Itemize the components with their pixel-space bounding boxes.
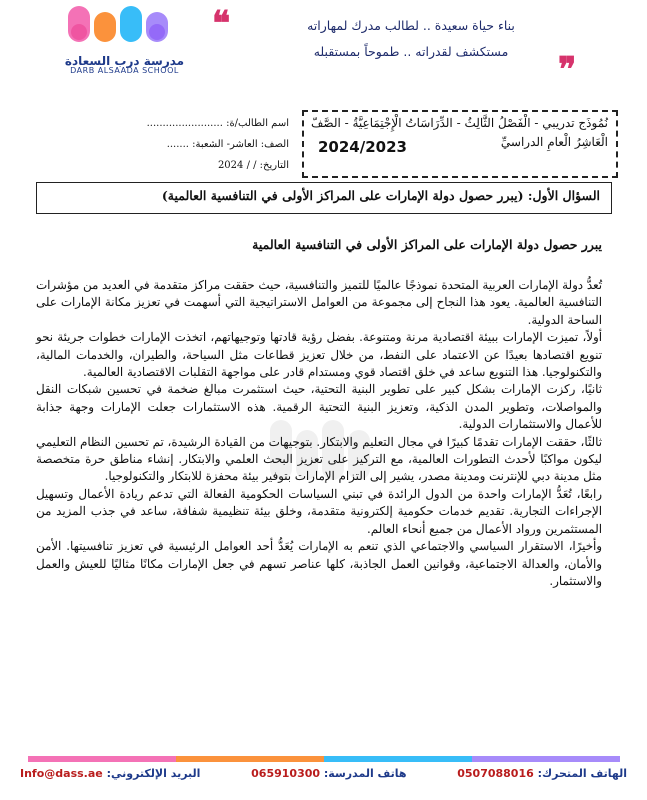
- academic-year: 2024/2023: [318, 138, 407, 156]
- email-label: البريد الإلكتروني:: [106, 767, 201, 780]
- quote-open-icon: ❝: [212, 4, 231, 44]
- model-title: نُمُوذَج تدريبي - الْفَصْلُ الثَّالِثُ - الدِّرَاسَاتُ الْإِجْتِمَاعِيَّةُ - الصَّفّ الْعَاشِرُ الْعامِ الدراسيِّ: [311, 116, 608, 149]
- essay-paragraph: وأخيرًا، الاستقرار السياسي والاجتماعي الذي تنعم به الإمارات يُعَدُّ أحد العوامل الرئيسية في تعزيز تنافسيتها. الأمن والأمان، والعدالة الاجتماعية، وقوانين العمل الجاذبة، كلها عناصر تسهم في جعل الإمارات مكانًا مثاليًا للعيش والعمل والاستثمار.: [36, 539, 602, 588]
- essay-paragraph: رابعًا، تُعَدُّ الإمارات واحدة من الدول الرائدة في تبني السياسات الحكومية الفعالة التي تدعم ريادة الأعمال وتسهيل الإجراءات التجارية. تقديم خدمات حكومية إلكترونية متقدمة، وخلق بيئة تنظيمية شفافة، ساعد في جذب المزيد من المستثمرين ورواد الأعمال من جميع أنحاء العالم.: [36, 486, 602, 536]
- slogan-line-1: بناء حياة سعيدة .. لطالب مدرك لمهاراته: [307, 18, 515, 33]
- school-phone-number: 065910300: [251, 767, 321, 780]
- quote-close-icon: ❞: [558, 50, 577, 90]
- date-field: التاريخ: / / 2024: [217, 160, 289, 171]
- school-phone-contact: [251, 767, 406, 785]
- mobile-number: 0507088016: [457, 767, 534, 780]
- essay-body: [36, 277, 602, 590]
- email-contact: [20, 767, 200, 785]
- essay-paragraph: ثالثًا، حققت الإمارات تقدمًا كبيرًا في مجال التعليم والابتكار. بتوجيهات من القيادة الرشيدة، تم تحسين النظام التعليمي ليكون مواكبًا لأحدث التطورات العالمية، مع التركيز على تعزيز البحث العلمي والابتكار. إنشاء مناطق حرة متخصصة مثل مدينة دبي للإنترنت ومدينة مصدر، يشير إلى التزام الإمارات بتوفير بيئة محفزة للابتكار والتكنولوجيا.: [36, 434, 602, 484]
- school-phone-label: هاتف المدرسة:: [323, 767, 407, 780]
- essay-paragraph: ثانيًا، ركزت الإمارات بشكل كبير على تطوير البنية التحتية، حيث استثمرت مبالغ ضخمة في تحسين شبكات النقل والمواصلات، وتطوير المدن الذكية، وتعزيز البنية التحتية الرقمية. هذه الاستثمارات جعلت الإمارات وجهة جذابة للأعمال والاستثمارات الدولية.: [36, 382, 602, 432]
- email-address[interactable]: Info@dass.ae: [20, 767, 103, 780]
- school-name-arabic: مدرسة درب السعادة: [64, 54, 185, 68]
- essay-paragraph: أولاً، تميزت الإمارات ببيئة اقتصادية مرنة ومتنوعة. بفضل رؤية قادتها وتوجيهاتهم، اتخذت الإمارات خطوات جريئة نحو تنويع اقتصادها بعيدًا عن الاعتماد على النفط، من خلال تعزيز قطاعات مثل السياحة، والطيران، والخدمات المالية، والتكنولوجيا. هذا التنويع ساعد في خلق اقتصاد قوي ومستدام قادر على مواجهة التقلبات الاقتصادية العالمية.: [36, 330, 602, 380]
- footer-divider: [28, 756, 620, 762]
- school-name-english: DARB ALSAADA SCHOOL: [70, 66, 179, 75]
- mobile-label: الهاتف المتحرك:: [537, 767, 627, 780]
- grade-field: الصف: العاشر- الشعبة: .......: [166, 139, 289, 150]
- footer-contacts: [20, 767, 627, 785]
- slogan-line-2: مستكشف لقدراته .. طموحاً بمستقبله: [313, 44, 509, 59]
- student-name-field: اسم الطالب/ة: ........................: [146, 118, 289, 129]
- essay-paragraph: تُعدُّ دولة الإمارات العربية المتحدة نموذجًا عالميًا للتميز والتنافسية، حيث حققت مراكز متقدمة في العديد من مؤشرات التنافسية العالمية. يعود هذا النجاح إلى مجموعة من العوامل الاستراتيجية التي أسهمت في تعزيز مكانة الإمارات على الساحة الدولية.: [36, 278, 602, 327]
- mobile-contact: [457, 767, 627, 785]
- question-text: السؤال الأول: (يبرر حصول دولة الإمارات على المراكز الأولى في التنافسية العالمية): [161, 188, 600, 203]
- essay-heading: يبرر حصول دولة الإمارات على المراكز الأولى في التنافسية العالمية: [252, 237, 602, 252]
